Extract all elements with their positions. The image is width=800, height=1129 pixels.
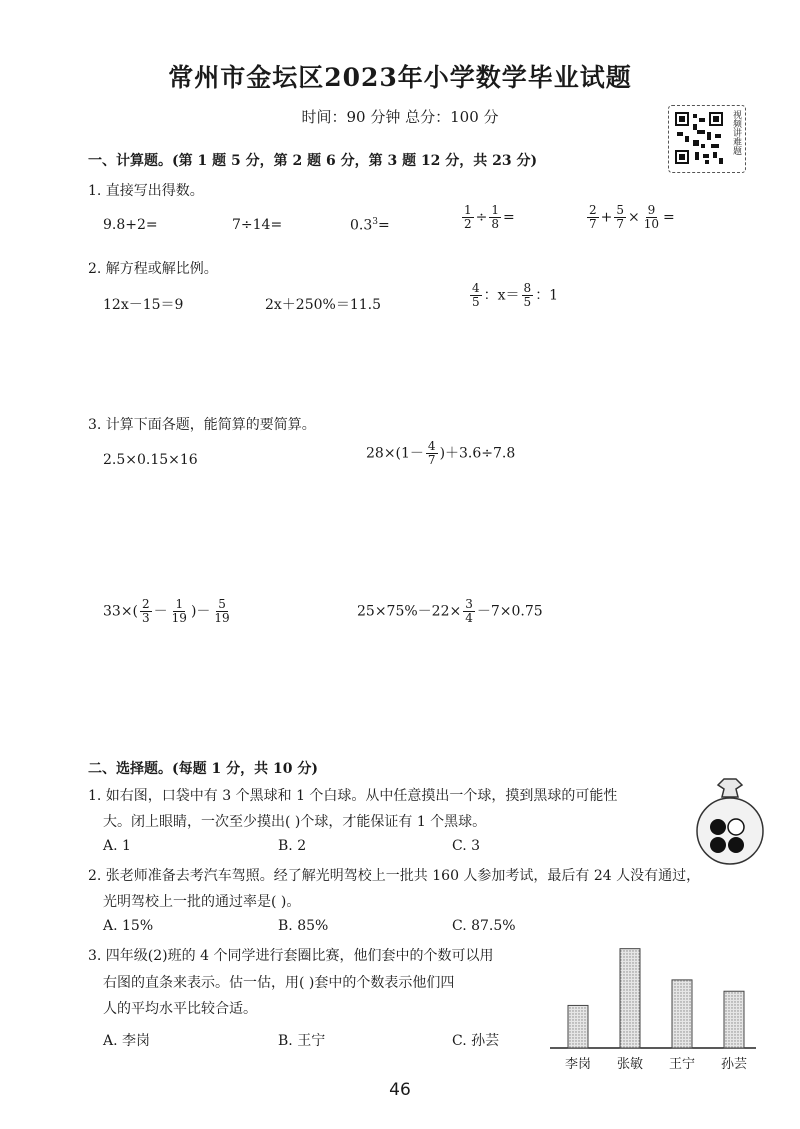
q3-prompt: 3. 计算下面各题，能简算的要简算。	[88, 417, 316, 433]
choice-3-line-1: 3. 四年级(2)班的 4 个同学进行套圈比赛，他们套中的个数可以用	[88, 948, 494, 964]
q2-expr-1: 12x－15＝9	[103, 297, 184, 313]
q3-expr-4: 25×75%－22× $\frac{3}{4}$ －7×0.75	[357, 597, 543, 626]
qr-code-icon	[673, 110, 725, 166]
choice-1-option-c[interactable]: C. 3	[452, 838, 481, 854]
chart-category-label: 孙芸	[720, 1057, 748, 1072]
chart-bar-1	[568, 1005, 588, 1048]
q1-expr-3: $0.3^3=$	[350, 217, 390, 234]
choice-2-option-c[interactable]: C. 87.5%	[452, 918, 516, 934]
choice-1-option-a[interactable]: A. 1	[103, 838, 131, 854]
qr-label: 视频讲难题	[731, 110, 741, 155]
page-number: 46	[389, 1080, 411, 1100]
black-ball-icon	[710, 819, 726, 835]
q1-expr-2: 7÷14=	[232, 217, 283, 233]
chart-bar-4	[724, 991, 744, 1048]
ball-bag-figure	[694, 775, 766, 867]
chart-category-label: 王宁	[668, 1057, 696, 1072]
chart-bar-2	[620, 949, 640, 1048]
black-ball-icon	[728, 837, 744, 853]
q2-expr-3: $\frac{4}{5}$ ：x＝ $\frac{8}{5}$ ：1	[472, 281, 559, 310]
q3-expr-3: 33×( $\frac{2}{3}$ － $\frac{1}{19}$ )－ $\frac{5}{19}$	[103, 597, 230, 626]
ring-toss-chart	[548, 935, 758, 1075]
choice-3-line-2: 右图的直条来表示。估一估，用( )套中的个数表示他们四	[103, 975, 455, 991]
q1-expr-5: $\frac{2}{7}$ + $\frac{5}{7}$ × $\frac{9}{10}$ =	[589, 203, 675, 232]
ring-toss-chart-svg	[548, 935, 758, 1075]
chart-category-label: 张敏	[616, 1057, 644, 1072]
section-1-heading: 一、计算题。(第 1 题 5 分，第 2 题 6 分，第 3 题 12 分，共 23 分)	[88, 153, 538, 169]
page-title: 常州市金坛区2023年小学数学毕业试题	[168, 63, 632, 92]
choice-2-option-b[interactable]: B. 85%	[278, 918, 329, 934]
chart-category-label: 李岗	[564, 1057, 592, 1072]
q3-expr-2: 28×(1－ $\frac{4}{7}$ )＋3.6÷7.8	[366, 439, 516, 468]
qr-code-box[interactable]	[668, 105, 746, 173]
choice-2-line-1: 2. 张老师准备去考汽车驾照。经了解光明驾校上一批共 160 人参加考试，最后有 24 人没有通过，	[88, 868, 701, 884]
choice-3-option-c[interactable]: C. 孙芸	[452, 1033, 500, 1049]
choice-3-line-3: 人的平均水平比较合适。	[103, 1001, 257, 1017]
bag-tie-icon	[718, 779, 742, 797]
q1-prompt: 1. 直接写出得数。	[88, 183, 204, 199]
choice-3-option-a[interactable]: A. 李岗	[103, 1033, 151, 1049]
q2-expr-2: 2x＋250%＝11.5	[265, 297, 381, 313]
choice-1-line-2: 大。闭上眼睛，一次至少摸出( )个球，才能保证有 1 个黑球。	[103, 814, 487, 830]
choice-3-option-b[interactable]: B. 王宁	[278, 1033, 326, 1049]
exam-info: 时间：90 分钟 总分：100 分	[301, 108, 499, 126]
chart-bar-3	[672, 980, 692, 1048]
section-2-heading: 二、选择题。(每题 1 分，共 10 分)	[88, 761, 318, 777]
q2-prompt: 2. 解方程或解比例。	[88, 261, 218, 277]
choice-1-option-b[interactable]: B. 2	[278, 838, 307, 854]
white-ball-icon	[728, 819, 744, 835]
q1-expr-4: $\frac{1}{2}$ ÷ $\frac{1}{8}$ =	[464, 203, 515, 232]
choice-2-option-a[interactable]: A. 15%	[103, 918, 154, 934]
choice-2-line-2: 光明驾校上一批的通过率是( )。	[103, 894, 301, 910]
q1-expr-1: 9.8+2=	[103, 217, 158, 233]
black-ball-icon	[710, 837, 726, 853]
q3-expr-1: 2.5×0.15×16	[103, 452, 198, 468]
choice-1-line-1: 1. 如右图，口袋中有 3 个黑球和 1 个白球。从中任意摸出一个球，摸到黑球的可能性	[88, 788, 618, 804]
